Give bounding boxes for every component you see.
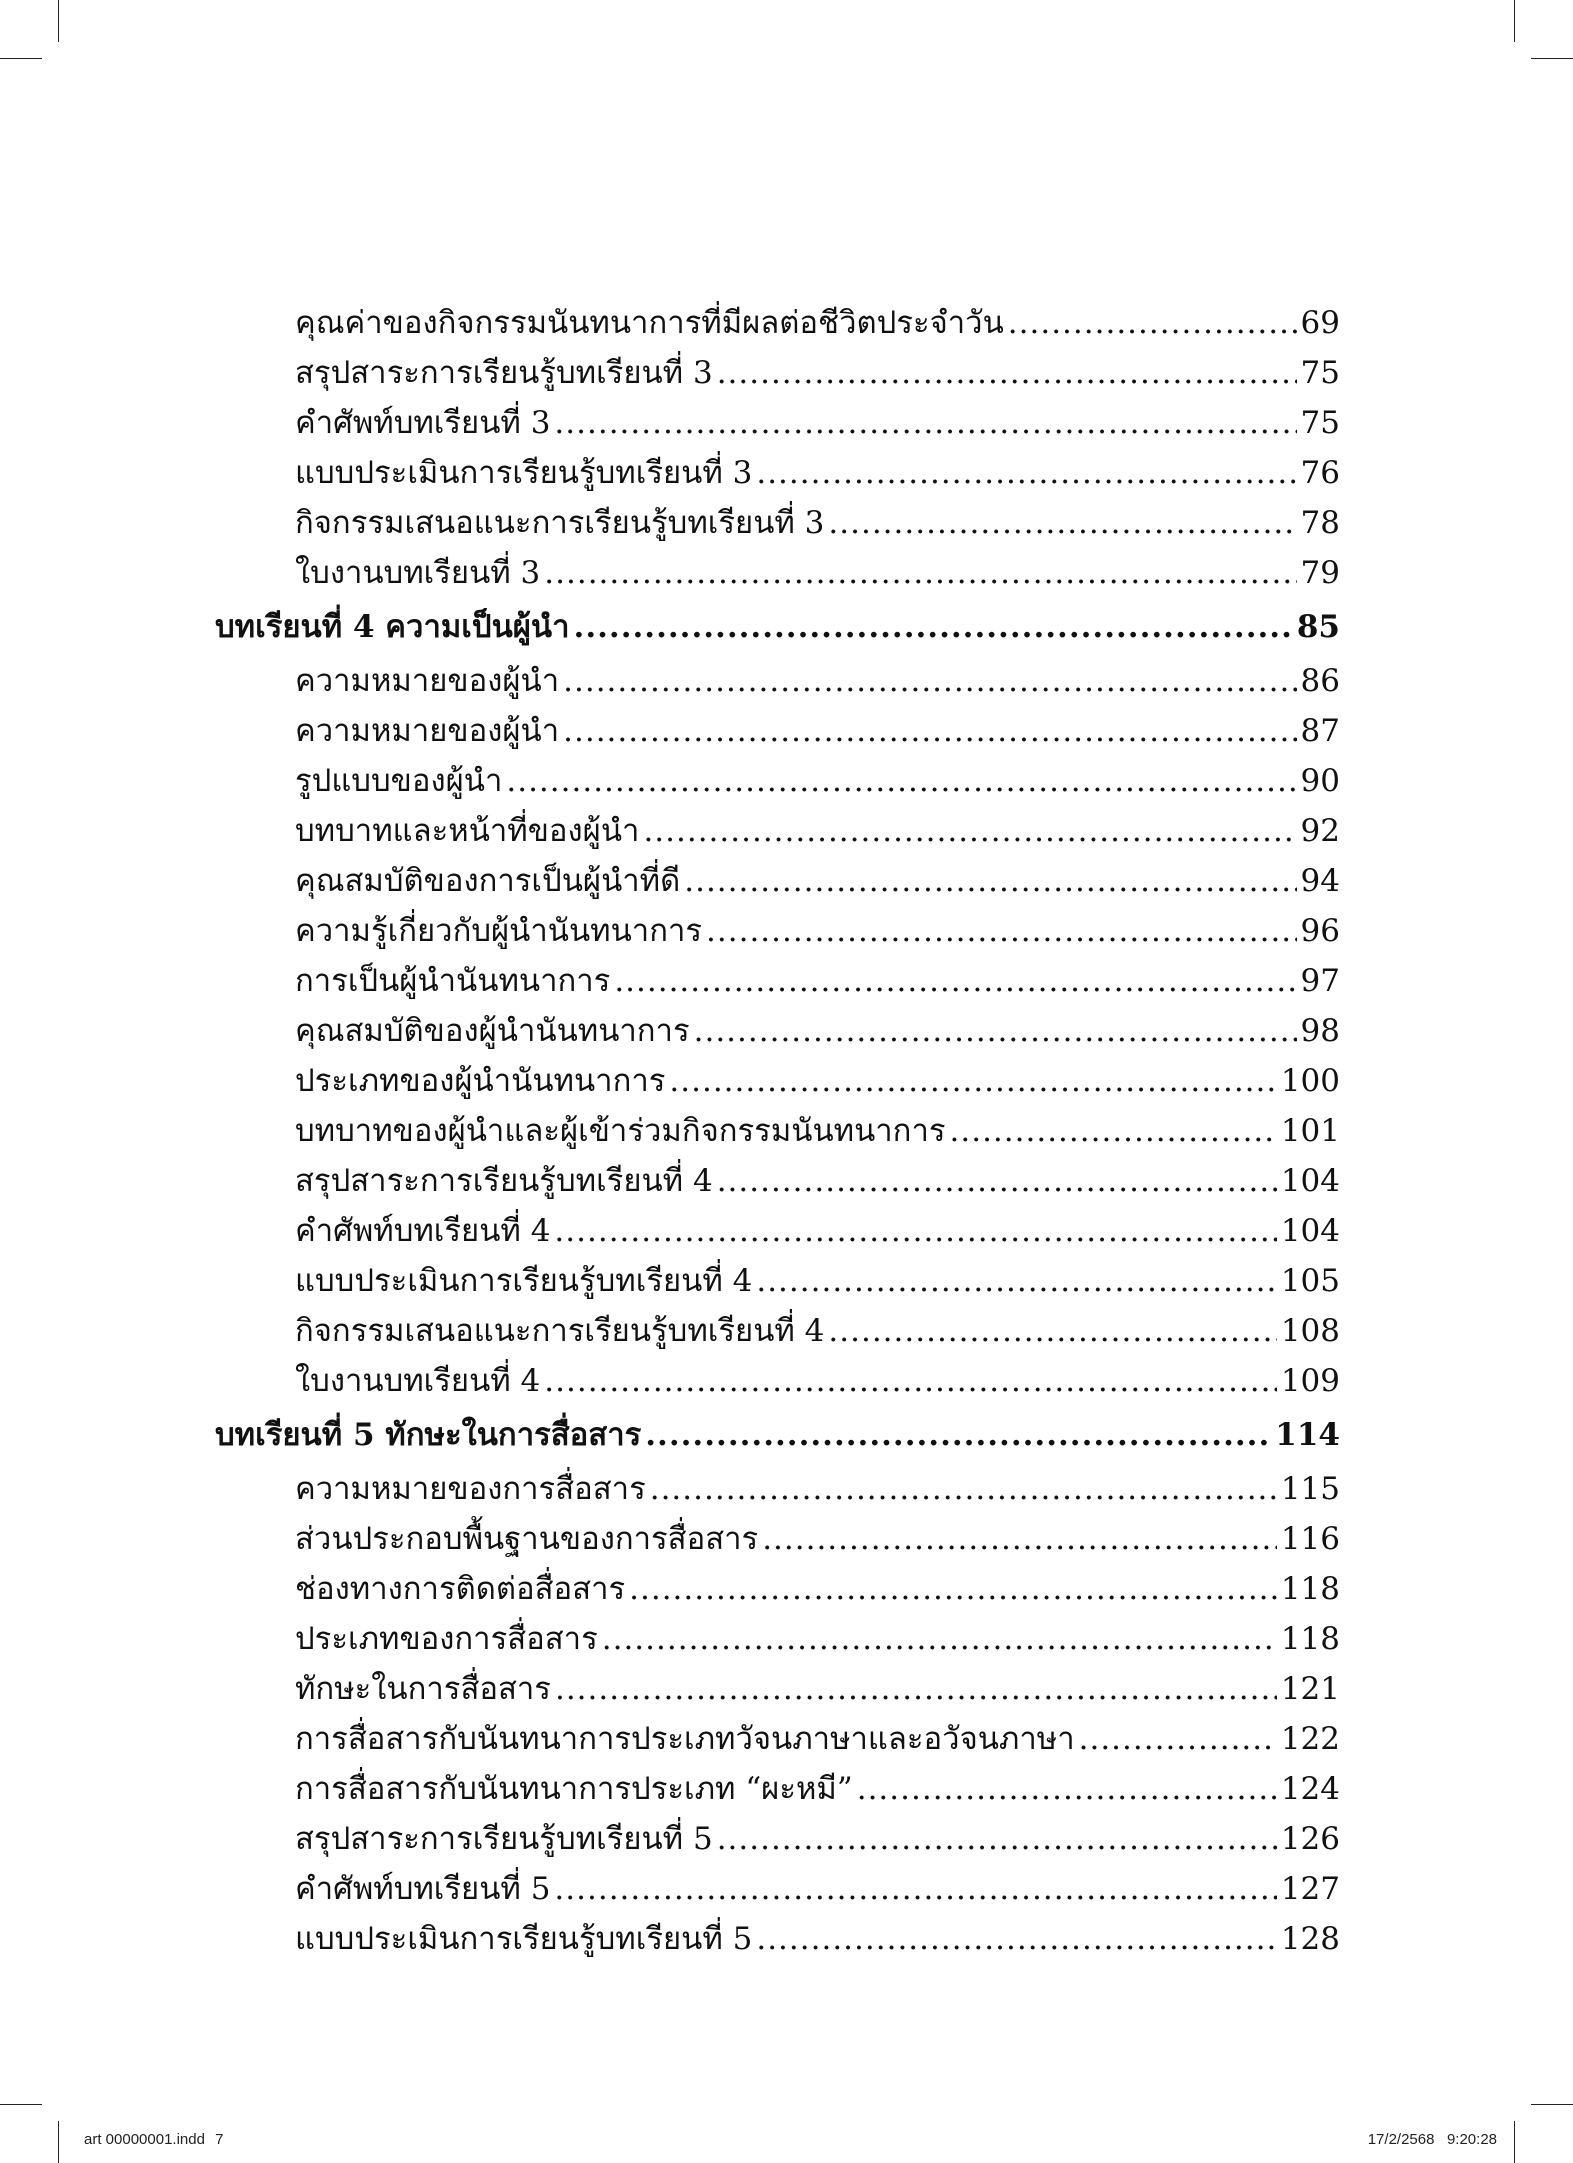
toc-page-number: 69 bbox=[1300, 305, 1340, 341]
dot-leader bbox=[1008, 298, 1297, 348]
toc-page-number: 116 bbox=[1280, 1521, 1340, 1557]
toc-entry bbox=[215, 348, 1340, 398]
dot-leader bbox=[857, 1764, 1277, 1814]
toc-entry bbox=[215, 906, 1340, 956]
toc-page-number: 87 bbox=[1300, 713, 1340, 749]
file-label: art 00000001.indd bbox=[84, 2131, 205, 2148]
dot-leader bbox=[694, 1006, 1297, 1056]
dot-leader bbox=[828, 498, 1296, 548]
dot-leader bbox=[506, 756, 1296, 806]
toc-entry bbox=[215, 656, 1340, 706]
dot-leader bbox=[756, 448, 1296, 498]
toc-page-number: 78 bbox=[1300, 505, 1340, 541]
dot-leader bbox=[756, 1256, 1276, 1306]
toc-entry-title: กิจกรรมเสนอแนะการเรียนรู้บทเรียนที่ 4 bbox=[295, 1313, 825, 1349]
toc-entry-title: สรุปสาระการเรียนรู้บทเรียนที่ 5 bbox=[295, 1821, 713, 1857]
dot-leader bbox=[645, 1406, 1271, 1464]
toc-entry-title: บทเรียนที่ 4 ความเป็นผู้นำ bbox=[215, 609, 570, 645]
toc-entry-title: การสื่อสารกับนันทนาการประเภทวัจนภาษาและอวัจนภาษา bbox=[295, 1721, 1075, 1757]
toc-chapter-entry bbox=[215, 598, 1340, 656]
dot-leader bbox=[555, 1664, 1277, 1714]
print-slug bbox=[84, 2131, 223, 2148]
toc-page-number: 108 bbox=[1280, 1313, 1340, 1349]
dot-leader bbox=[1079, 1714, 1277, 1764]
crop-mark bbox=[1531, 58, 1573, 59]
toc-chapter-entry bbox=[215, 1406, 1340, 1464]
toc-page-number: 114 bbox=[1275, 1417, 1340, 1453]
toc-entry-title: ส่วนประกอบพื้นฐานของการสื่อสาร bbox=[295, 1521, 759, 1557]
toc-entry-title: คำศัพท์บทเรียนที่ 3 bbox=[295, 405, 551, 441]
toc-page-number: 85 bbox=[1296, 609, 1340, 645]
dot-leader bbox=[669, 1056, 1276, 1106]
toc-entry bbox=[215, 548, 1340, 598]
toc-page-number: 96 bbox=[1300, 913, 1340, 949]
toc-entry bbox=[215, 1514, 1340, 1564]
dot-leader bbox=[563, 656, 1296, 706]
toc-entry bbox=[215, 1614, 1340, 1664]
toc-entry-title: การเป็นผู้นำนันทนาการ bbox=[295, 963, 611, 999]
crop-mark bbox=[58, 2121, 59, 2163]
dot-leader bbox=[684, 856, 1296, 906]
dot-leader bbox=[602, 1614, 1277, 1664]
toc-entry-title: ประเภทของการสื่อสาร bbox=[295, 1621, 598, 1657]
toc-page-number: 92 bbox=[1300, 813, 1340, 849]
toc-page-number: 76 bbox=[1300, 455, 1340, 491]
dot-leader bbox=[574, 598, 1293, 656]
toc-page-number: 118 bbox=[1280, 1621, 1340, 1657]
dot-leader bbox=[614, 956, 1296, 1006]
toc-entry bbox=[215, 1156, 1340, 1206]
toc-page-number: 122 bbox=[1280, 1721, 1340, 1757]
toc-entry bbox=[215, 1006, 1340, 1056]
print-timestamp: 17/2/2568 9:20:28 bbox=[1367, 2131, 1497, 2148]
dot-leader bbox=[563, 706, 1296, 756]
toc-page-number: 109 bbox=[1280, 1363, 1340, 1399]
toc-entry bbox=[215, 1864, 1340, 1914]
toc-page-number: 97 bbox=[1300, 963, 1340, 999]
toc-page-number: 128 bbox=[1280, 1921, 1340, 1957]
dot-leader bbox=[717, 1814, 1277, 1864]
toc-entry-title: ช่องทางการติดต่อสื่อสาร bbox=[295, 1571, 626, 1607]
toc-entry-title: ประเภทของผู้นำนันทนาการ bbox=[295, 1063, 666, 1099]
toc-entry-title: ความรู้เกี่ยวกับผู้นำนันทนาการ bbox=[295, 913, 703, 949]
toc-entry bbox=[215, 1256, 1340, 1306]
toc-page-number: 100 bbox=[1280, 1063, 1340, 1099]
toc-entry-title: สรุปสาระการเรียนรู้บทเรียนที่ 4 bbox=[295, 1163, 713, 1199]
table-of-contents bbox=[215, 298, 1340, 1964]
dot-leader bbox=[643, 806, 1296, 856]
toc-entry bbox=[215, 806, 1340, 856]
toc-entry bbox=[215, 1564, 1340, 1614]
toc-entry-title: แบบประเมินการเรียนรู้บทเรียนที่ 5 bbox=[295, 1921, 753, 1957]
dot-leader bbox=[629, 1564, 1277, 1614]
toc-page-number: 115 bbox=[1280, 1471, 1340, 1507]
dot-leader bbox=[650, 1464, 1277, 1514]
toc-entry-title: คุณค่าของกิจกรรมนันทนาการที่มีผลต่อชีวิตประจำวัน bbox=[295, 305, 1004, 341]
toc-entry-title: ความหมายของการสื่อสาร bbox=[295, 1471, 646, 1507]
toc-entry-title: คุณสมบัติของผู้นำนันทนาการ bbox=[295, 1013, 690, 1049]
toc-entry-title: สรุปสาระการเรียนรู้บทเรียนที่ 3 bbox=[295, 355, 713, 391]
toc-entry-title: ทักษะในการสื่อสาร bbox=[295, 1671, 551, 1707]
toc-page-number: 94 bbox=[1300, 863, 1340, 899]
crop-mark bbox=[58, 0, 59, 42]
toc-page-number: 75 bbox=[1300, 355, 1340, 391]
toc-entry-title: คุณสมบัติของการเป็นผู้นำที่ดี bbox=[295, 863, 681, 899]
toc-entry-title: การสื่อสารกับนันทนาการประเภท “ผะหมี” bbox=[295, 1771, 853, 1807]
toc-entry bbox=[215, 1664, 1340, 1714]
toc-entry-title: ใบงานบทเรียนที่ 4 bbox=[295, 1363, 541, 1399]
toc-entry bbox=[215, 756, 1340, 806]
toc-entry-title: ใบงานบทเรียนที่ 3 bbox=[295, 555, 541, 591]
toc-page-number: 75 bbox=[1300, 405, 1340, 441]
toc-entry-title: กิจกรรมเสนอแนะการเรียนรู้บทเรียนที่ 3 bbox=[295, 505, 825, 541]
toc-entry-title: บทบาทของผู้นำและผู้เข้าร่วมกิจกรรมนันทนาการ bbox=[295, 1113, 946, 1149]
crop-mark bbox=[1514, 2121, 1515, 2163]
toc-entry bbox=[215, 1356, 1340, 1406]
toc-page-number: 90 bbox=[1300, 763, 1340, 799]
toc-entry bbox=[215, 706, 1340, 756]
toc-page-number: 86 bbox=[1300, 663, 1340, 699]
toc-entry bbox=[215, 1106, 1340, 1156]
toc-entry bbox=[215, 1814, 1340, 1864]
toc-entry bbox=[215, 298, 1340, 348]
toc-page-number: 127 bbox=[1280, 1871, 1340, 1907]
toc-entry-title: บทบาทและหน้าที่ของผู้นำ bbox=[295, 813, 640, 849]
toc-entry bbox=[215, 1206, 1340, 1256]
slug-page-number: 7 bbox=[215, 2131, 224, 2148]
toc-entry-title: รูปแบบของผู้นำ bbox=[295, 763, 503, 799]
toc-page-number: 104 bbox=[1280, 1163, 1340, 1199]
dot-leader bbox=[554, 1864, 1276, 1914]
dot-leader bbox=[544, 548, 1296, 598]
toc-page-number: 118 bbox=[1280, 1571, 1340, 1607]
toc-page-number: 104 bbox=[1280, 1213, 1340, 1249]
toc-page-number: 124 bbox=[1280, 1771, 1340, 1807]
toc-page-number: 101 bbox=[1280, 1113, 1340, 1149]
toc-entry bbox=[215, 1764, 1340, 1814]
toc-entry-title: แบบประเมินการเรียนรู้บทเรียนที่ 3 bbox=[295, 455, 753, 491]
toc-entry bbox=[215, 956, 1340, 1006]
toc-entry-title: บทเรียนที่ 5 ทักษะในการสื่อสาร bbox=[215, 1417, 642, 1453]
dot-leader bbox=[554, 398, 1296, 448]
dot-leader bbox=[756, 1914, 1276, 1964]
dot-leader bbox=[717, 1156, 1277, 1206]
toc-page-number: 79 bbox=[1300, 555, 1340, 591]
dot-leader bbox=[544, 1356, 1277, 1406]
toc-entry bbox=[215, 1306, 1340, 1356]
toc-page-number: 98 bbox=[1300, 1013, 1340, 1049]
toc-entry-title: คำศัพท์บทเรียนที่ 4 bbox=[295, 1213, 551, 1249]
toc-entry bbox=[215, 498, 1340, 548]
toc-entry bbox=[215, 1464, 1340, 1514]
toc-entry bbox=[215, 856, 1340, 906]
toc-entry bbox=[215, 1714, 1340, 1764]
dot-leader bbox=[762, 1514, 1277, 1564]
toc-entry bbox=[215, 448, 1340, 498]
toc-entry-title: ความหมายของผู้นำ bbox=[295, 663, 560, 699]
toc-entry bbox=[215, 398, 1340, 448]
toc-entry bbox=[215, 1914, 1340, 1964]
toc-entry-title: แบบประเมินการเรียนรู้บทเรียนที่ 4 bbox=[295, 1263, 753, 1299]
crop-mark bbox=[1531, 2104, 1573, 2105]
toc-page-number: 105 bbox=[1280, 1263, 1340, 1299]
dot-leader bbox=[554, 1206, 1276, 1256]
dot-leader bbox=[950, 1106, 1277, 1156]
crop-mark bbox=[0, 2104, 42, 2105]
dot-leader bbox=[717, 348, 1297, 398]
toc-entry-title: ความหมายของผู้นำ bbox=[295, 713, 560, 749]
dot-leader bbox=[828, 1306, 1276, 1356]
dot-leader bbox=[706, 906, 1297, 956]
toc-entry bbox=[215, 1056, 1340, 1106]
crop-mark bbox=[0, 58, 42, 59]
toc-page-number: 121 bbox=[1280, 1671, 1340, 1707]
crop-mark bbox=[1514, 0, 1515, 42]
toc-page-number: 126 bbox=[1280, 1821, 1340, 1857]
toc-entry-title: คำศัพท์บทเรียนที่ 5 bbox=[295, 1871, 551, 1907]
